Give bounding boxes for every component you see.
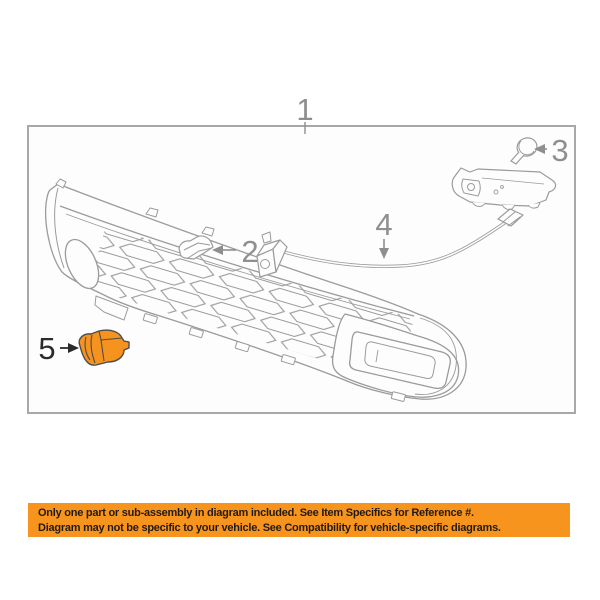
callout-3: 3: [551, 133, 569, 168]
callout-1: 1: [296, 92, 314, 127]
disclaimer-line-2: Diagram may not be specific to your vehicle. See Compatibility for vehicle-specific diagrams.: [38, 521, 501, 534]
callout-5: 5: [38, 331, 56, 366]
callout-2: 2: [241, 234, 259, 269]
callout-4: 4: [375, 207, 393, 242]
disclaimer-banner: [28, 503, 570, 537]
disclaimer-line-1: Only one part or sub-assembly in diagram included. See Item Specifics for Reference #.: [38, 507, 474, 519]
